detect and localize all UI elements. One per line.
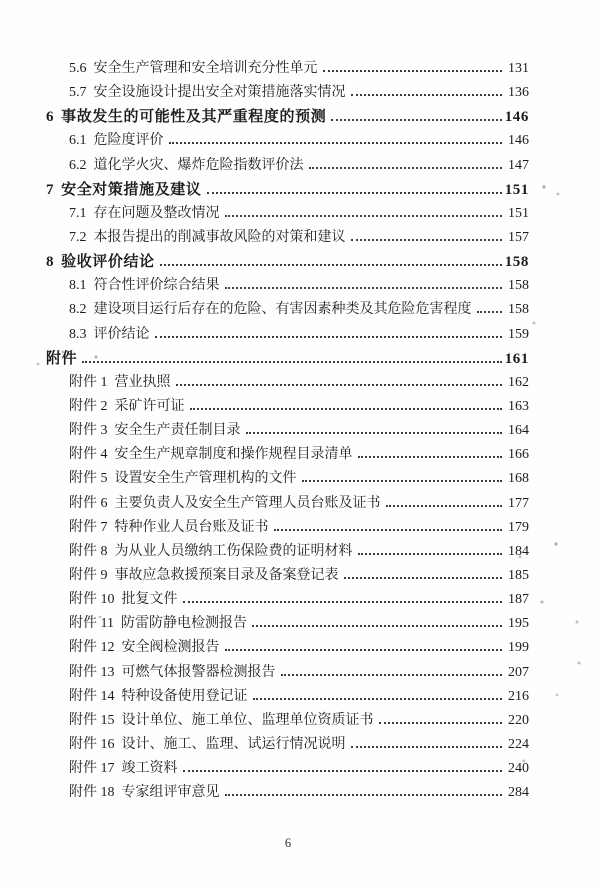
toc-entry bbox=[46, 636, 529, 660]
toc-entry-number: 附件 4 bbox=[69, 447, 108, 463]
dot-leader bbox=[344, 577, 503, 579]
toc-entry bbox=[46, 588, 529, 612]
toc-entry bbox=[46, 105, 529, 129]
toc-entry-page-number: 158 bbox=[504, 254, 529, 271]
toc-entry-number: 6 bbox=[46, 109, 55, 126]
toc-entry-title: 安全生产规章制度和操作规程目录清单 bbox=[114, 447, 353, 463]
toc-entry-title: 安全设施设计提出安全对策措施落实情况 bbox=[93, 85, 346, 101]
toc-entry-page-number: 146 bbox=[504, 109, 529, 126]
toc-entry-number: 附件 3 bbox=[69, 423, 108, 439]
toc-entry bbox=[46, 516, 529, 540]
dot-leader bbox=[331, 119, 501, 121]
toc-entry bbox=[46, 492, 529, 516]
toc-entry-title: 存在问题及整改情况 bbox=[93, 205, 220, 221]
dot-leader bbox=[358, 456, 503, 458]
dot-leader bbox=[155, 336, 503, 338]
toc-entry-number: 附件 9 bbox=[69, 567, 108, 583]
toc-entry-page-number: 159 bbox=[508, 326, 529, 342]
dot-leader bbox=[252, 625, 502, 627]
toc-entry-number: 附件 1 bbox=[69, 374, 108, 390]
dot-leader bbox=[207, 192, 502, 194]
toc-entry-title: 采矿许可证 bbox=[114, 398, 185, 414]
toc-entry-number: 附件 2 bbox=[69, 398, 108, 414]
toc-entry-page-number: 151 bbox=[504, 181, 529, 198]
toc-entry-number: 6.2 bbox=[69, 157, 87, 173]
toc-entry bbox=[46, 371, 529, 395]
toc-entry-page-number: 185 bbox=[508, 567, 529, 583]
toc-entry-page-number: 199 bbox=[508, 640, 529, 656]
toc-entry-page-number: 195 bbox=[508, 616, 529, 632]
toc-entry-number: 5.6 bbox=[69, 61, 87, 76]
table-of-contents bbox=[46, 57, 529, 805]
toc-entry bbox=[46, 250, 529, 274]
toc-entry-number: 附件 8 bbox=[69, 543, 108, 559]
toc-entry-title: 危险度评价 bbox=[93, 133, 164, 149]
toc-entry-number: 8.2 bbox=[69, 302, 87, 318]
toc-entry-title: 设计、施工、监理、试运行情况说明 bbox=[121, 736, 346, 752]
toc-entry-title: 验收评价结论 bbox=[61, 254, 155, 271]
toc-entry bbox=[46, 347, 529, 371]
toc-entry-number: 附件 11 bbox=[69, 616, 114, 632]
toc-entry-page-number: 157 bbox=[508, 229, 529, 245]
dot-leader bbox=[309, 167, 503, 169]
dot-leader bbox=[477, 311, 503, 313]
toc-entry bbox=[46, 709, 529, 733]
toc-entry-number: 5.7 bbox=[69, 85, 87, 101]
toc-entry bbox=[46, 781, 529, 805]
toc-entry-page-number: 220 bbox=[508, 712, 529, 728]
toc-entry-title: 安全生产管理和安全培训充分性单元 bbox=[93, 61, 318, 76]
toc-entry-number: 6.1 bbox=[69, 133, 87, 149]
toc-entry-title: 符合性评价综合结果 bbox=[93, 278, 220, 294]
toc-entry-title: 事故应急救援预案目录及备案登记表 bbox=[114, 567, 339, 583]
toc-entry-title: 评价结论 bbox=[93, 326, 150, 342]
toc-entry-number: 附件 18 bbox=[69, 785, 115, 801]
toc-entry-number: 附件 10 bbox=[69, 592, 115, 608]
toc-entry-number: 附件 5 bbox=[69, 471, 108, 487]
toc-entry-number: 附件 12 bbox=[69, 640, 115, 656]
toc-entry-page-number: 184 bbox=[508, 543, 529, 559]
dot-leader bbox=[274, 529, 503, 531]
toc-entry-page-number: 162 bbox=[508, 374, 529, 390]
dot-leader bbox=[386, 505, 503, 507]
toc-entry bbox=[46, 564, 529, 588]
dot-leader bbox=[351, 239, 503, 241]
toc-entry-title: 防雷防静电检测报告 bbox=[120, 616, 247, 632]
toc-entry-page-number: 207 bbox=[508, 664, 529, 680]
toc-entry-page-number: 224 bbox=[508, 736, 529, 752]
toc-entry bbox=[46, 661, 529, 685]
toc-entry-number: 8.3 bbox=[69, 326, 87, 342]
toc-entry-number: 7.1 bbox=[69, 205, 87, 221]
toc-entry-title: 特种设备使用登记证 bbox=[121, 688, 248, 704]
dot-leader bbox=[351, 94, 503, 96]
toc-entry-page-number: 146 bbox=[508, 133, 529, 149]
toc-entry-number: 7.2 bbox=[69, 229, 87, 245]
toc-entry-number: 7 bbox=[46, 181, 55, 198]
toc-entry bbox=[46, 540, 529, 564]
toc-entry-title: 专家组评审意见 bbox=[121, 785, 220, 801]
footer-page-number: 6 bbox=[284, 836, 292, 850]
toc-entry-title: 可燃气体报警器检测报告 bbox=[121, 664, 276, 680]
dot-leader bbox=[302, 480, 503, 482]
toc-entry-page-number: 164 bbox=[508, 423, 529, 439]
dot-leader bbox=[160, 264, 502, 266]
toc-entry bbox=[46, 57, 529, 81]
toc-entry-number: 附件 7 bbox=[69, 519, 108, 535]
toc-entry bbox=[46, 757, 529, 781]
toc-entry-title: 主要负责人及安全生产管理人员台账及证书 bbox=[114, 495, 381, 511]
toc-entry bbox=[46, 733, 529, 757]
toc-entry-title: 安全对策措施及建议 bbox=[61, 181, 202, 198]
toc-entry-number: 附件 6 bbox=[69, 495, 108, 511]
dot-leader bbox=[225, 649, 503, 651]
toc-entry-page-number: 158 bbox=[508, 302, 529, 318]
toc-entry-title: 安全生产责任制目录 bbox=[114, 423, 241, 439]
dot-leader bbox=[190, 408, 503, 410]
dot-leader bbox=[225, 794, 503, 796]
toc-entry-page-number: 151 bbox=[508, 205, 529, 221]
dot-leader bbox=[323, 70, 503, 72]
toc-entry-page-number: 166 bbox=[508, 447, 529, 463]
dot-leader bbox=[358, 553, 503, 555]
toc-entry bbox=[46, 443, 529, 467]
toc-entry-page-number: 284 bbox=[508, 785, 529, 801]
toc-entry-number: 8.1 bbox=[69, 278, 87, 294]
toc-entry-page-number: 240 bbox=[508, 761, 529, 777]
toc-entry-page-number: 216 bbox=[508, 688, 529, 704]
dot-leader bbox=[225, 287, 503, 289]
toc-entry-title: 竣工资料 bbox=[121, 761, 178, 777]
toc-entry bbox=[46, 129, 529, 153]
toc-entry bbox=[46, 467, 529, 491]
toc-entry-title: 特种作业人员台账及证书 bbox=[114, 519, 269, 535]
toc-entry-page-number: 168 bbox=[508, 471, 529, 487]
toc-entry bbox=[46, 395, 529, 419]
toc-entry-page-number: 147 bbox=[508, 157, 529, 173]
toc-entry-page-number: 136 bbox=[508, 85, 529, 101]
toc-entry-title: 设计单位、施工单位、监理单位资质证书 bbox=[121, 712, 374, 728]
dot-leader bbox=[281, 674, 503, 676]
toc-entry-page-number: 131 bbox=[508, 61, 529, 76]
dot-leader bbox=[225, 215, 503, 217]
dot-leader bbox=[246, 432, 503, 434]
toc-entry bbox=[46, 226, 529, 250]
toc-entry-number: 8 bbox=[46, 254, 55, 271]
toc-entry bbox=[46, 685, 529, 709]
dot-leader bbox=[351, 746, 503, 748]
toc-entry-title: 本报告提出的削减事故风险的对策和建议 bbox=[93, 229, 346, 245]
toc-entry-page-number: 158 bbox=[508, 278, 529, 294]
toc-entry-number: 附件 15 bbox=[69, 712, 115, 728]
toc-entry-number: 附件 13 bbox=[69, 664, 115, 680]
toc-entry-number: 附件 17 bbox=[69, 761, 115, 777]
toc-entry bbox=[46, 154, 529, 178]
toc-entry-page-number: 161 bbox=[504, 350, 529, 367]
toc-entry-title: 事故发生的可能性及其严重程度的预测 bbox=[61, 109, 327, 126]
toc-entry-title: 批复文件 bbox=[121, 592, 178, 608]
toc-entry-title: 建设项目运行后存在的危险、有害因素种类及其危险危害程度 bbox=[93, 302, 472, 318]
toc-entry bbox=[46, 274, 529, 298]
toc-entry bbox=[46, 612, 529, 636]
toc-entry-title: 为从业人员缴纳工伤保险费的证明材料 bbox=[114, 543, 353, 559]
toc-entry-title: 安全阀检测报告 bbox=[121, 640, 220, 656]
toc-entry bbox=[46, 419, 529, 443]
toc-entry-number: 附件 14 bbox=[69, 688, 115, 704]
dot-leader bbox=[379, 722, 503, 724]
toc-entry-title: 营业执照 bbox=[114, 374, 171, 390]
toc-entry bbox=[46, 298, 529, 322]
toc-entry bbox=[46, 323, 529, 347]
dot-leader bbox=[253, 698, 503, 700]
toc-entry-page-number: 163 bbox=[508, 398, 529, 414]
scan-artifacts bbox=[0, 0, 2, 2]
dot-leader bbox=[183, 770, 503, 772]
toc-entry-title: 道化学火灾、爆炸危险指数评价法 bbox=[93, 157, 304, 173]
toc-entry-title: 设置安全生产管理机构的文件 bbox=[114, 471, 297, 487]
dot-leader bbox=[169, 142, 503, 144]
dot-leader bbox=[82, 361, 501, 363]
toc-entry-page-number: 177 bbox=[508, 495, 529, 511]
toc-entry bbox=[46, 178, 529, 202]
toc-entry bbox=[46, 202, 529, 226]
toc-entry-page-number: 179 bbox=[508, 519, 529, 535]
toc-entry-number: 附件 16 bbox=[69, 736, 115, 752]
dot-leader bbox=[176, 384, 503, 386]
toc-entry-page-number: 187 bbox=[508, 592, 529, 608]
toc-entry-title: 附件 bbox=[46, 350, 78, 367]
dot-leader bbox=[183, 601, 503, 603]
toc-entry bbox=[46, 81, 529, 105]
